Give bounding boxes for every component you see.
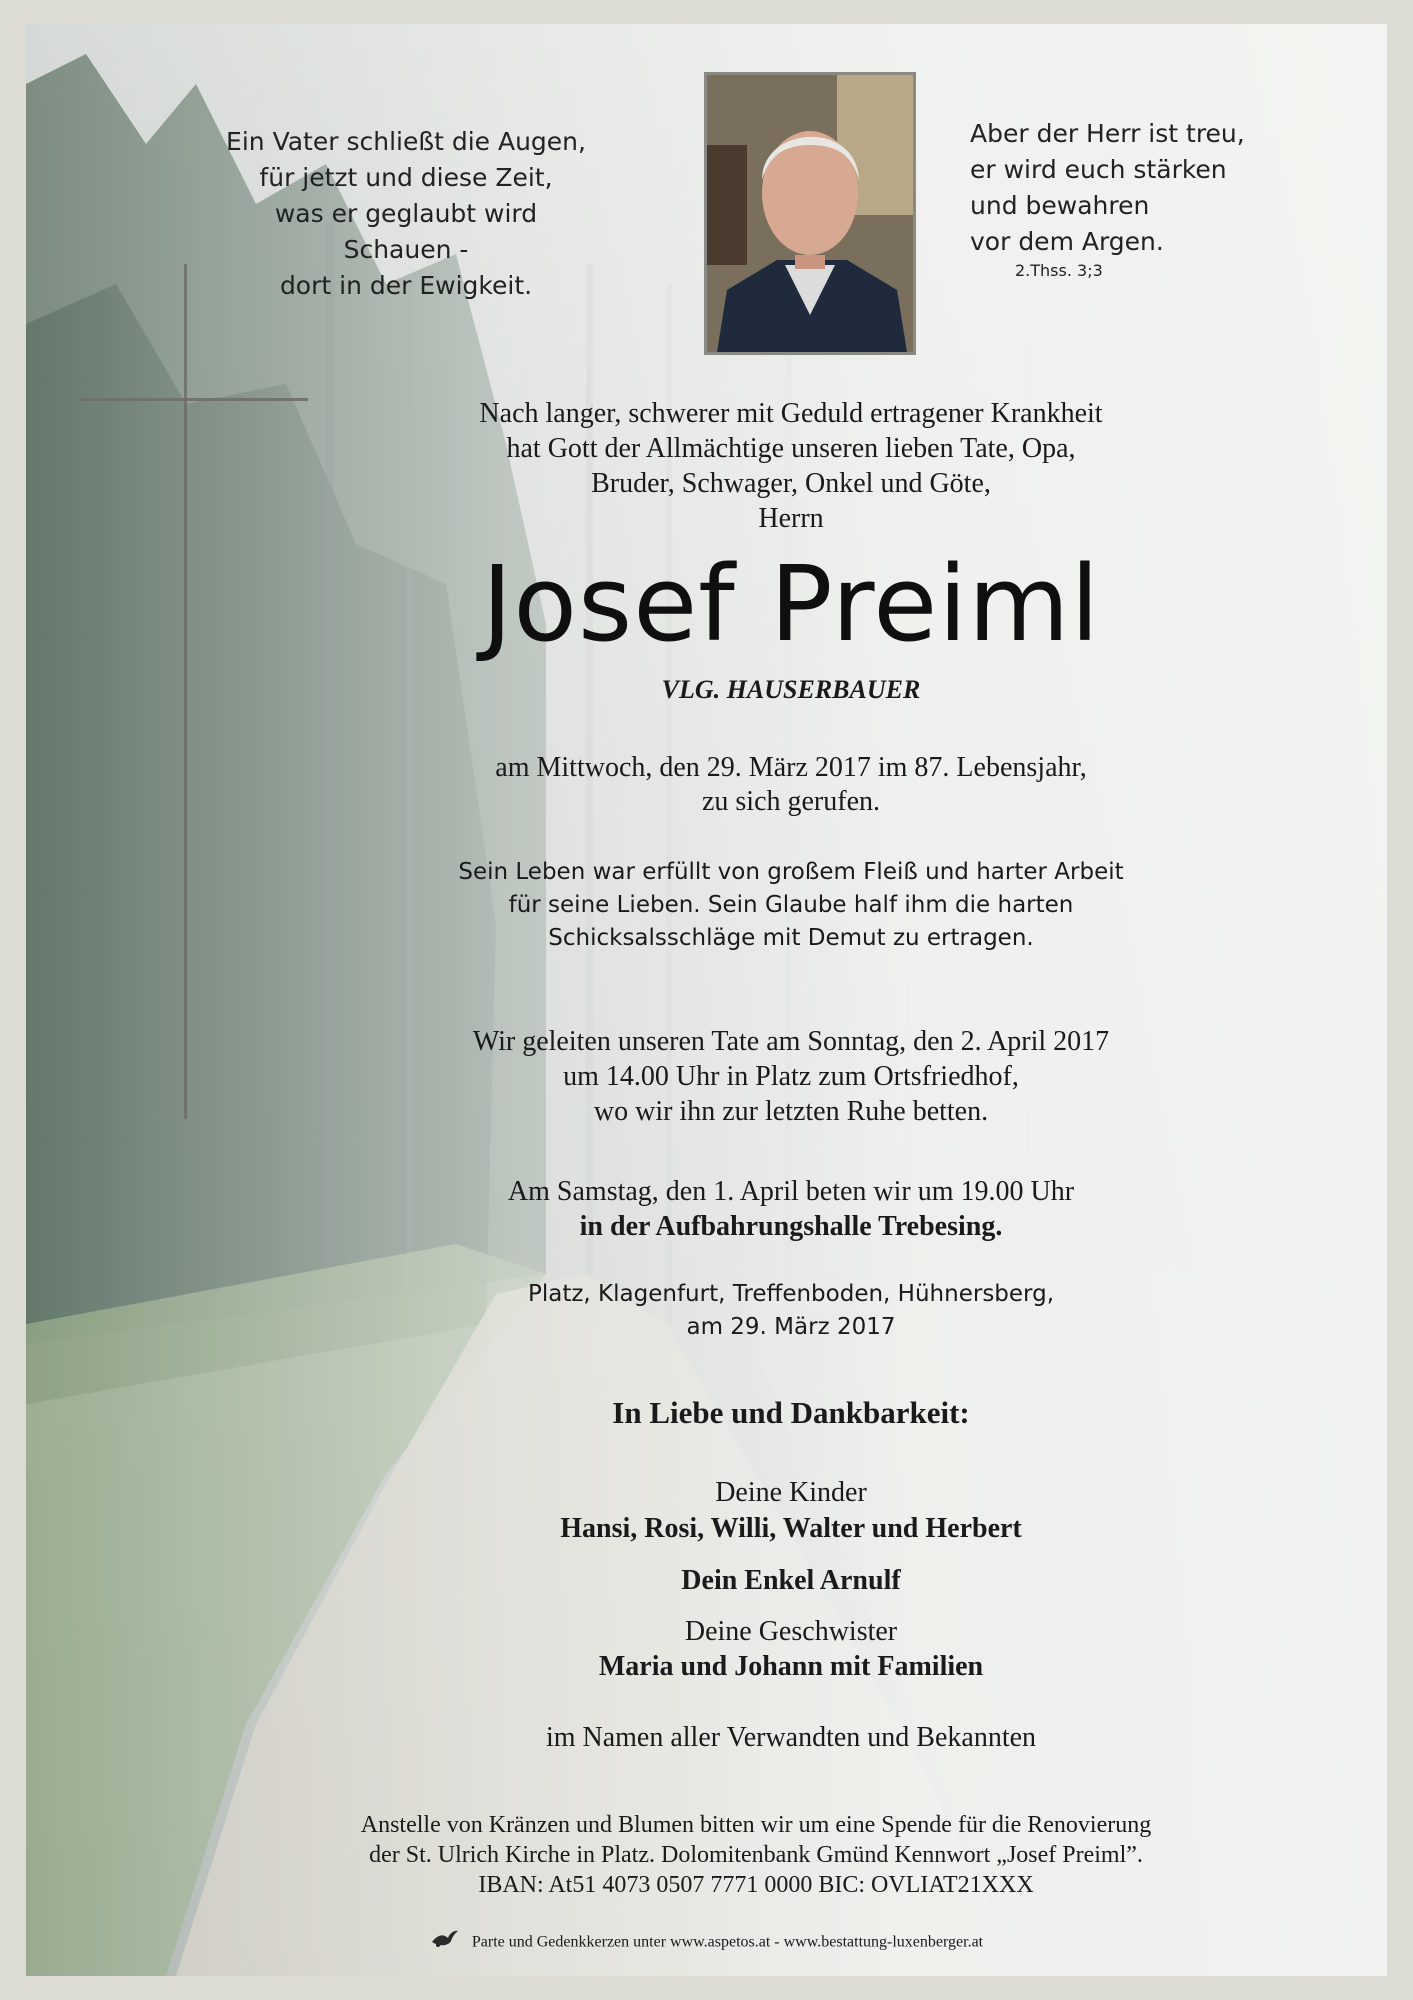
- place-line: Platz, Klagenfurt, Treffenboden, Hühnersberg,: [527, 1281, 1055, 1307]
- poem-right-line: er wird euch stärken: [970, 155, 1227, 184]
- life-line: Schicksalsschläge mit Demut zu ertragen.: [548, 925, 1034, 951]
- life-text: [206, 856, 1376, 955]
- grandchild-name: Dein Enkel Arnulf: [681, 1565, 901, 1596]
- donation-line: Anstelle von Kränzen und Blumen bitten wir um eine Spende für die Renovierung: [360, 1812, 1152, 1838]
- poem-right-line: und bewahren: [970, 191, 1150, 220]
- death-line: zu sich gerufen.: [701, 786, 881, 817]
- funeral-info: [206, 1024, 1376, 1129]
- prayer-location: in der Aufbahrungshalle Trebesing.: [579, 1211, 1003, 1242]
- date-line: am 29. März 2017: [686, 1314, 896, 1340]
- death-line: am Mittwoch, den 29. März 2017 im 87. Lebensjahr,: [495, 752, 1087, 783]
- children-label: Deine Kinder: [715, 1477, 867, 1508]
- intro-line: Bruder, Schwager, Onkel und Göte,: [591, 468, 991, 499]
- intro-line: Herrn: [758, 503, 824, 534]
- poem-right-reference: 2.Thss. 3;3: [1015, 261, 1103, 280]
- prayer-line: Am Samstag, den 1. April beten wir um 19.00 Uhr: [507, 1176, 1075, 1207]
- poem-right-line: vor dem Argen.: [970, 227, 1164, 256]
- intro-line: Nach langer, schwerer mit Geduld ertragener Krankheit: [479, 398, 1103, 429]
- place-date: [206, 1278, 1376, 1344]
- intro-text: [206, 396, 1376, 536]
- poem-left-line: Ein Vater schließt die Augen,: [226, 127, 586, 156]
- poem-left-line: für jetzt und diese Zeit,: [259, 163, 553, 192]
- siblings-names: Maria und Johann mit Familien: [598, 1651, 984, 1682]
- funeral-line: um 14.00 Uhr in Platz zum Ortsfriedhof,: [563, 1061, 1019, 1092]
- prayer-info: [206, 1174, 1376, 1244]
- death-notice: [206, 751, 1376, 819]
- relatives-line: im Namen aller Verwandten und Bekannten: [545, 1722, 1037, 1753]
- funeral-line: wo wir ihn zur letzten Ruhe betten.: [593, 1096, 989, 1127]
- portrait-image: [707, 75, 913, 352]
- intro-line: hat Gott der Allmächtige unseren lieben Tate, Opa,: [506, 433, 1076, 464]
- donation-line: der St. Ulrich Kirche in Platz. Dolomitenbank Gmünd Kennwort „Josef Preiml”.: [369, 1842, 1143, 1868]
- life-line: für seine Lieben. Sein Glaube half ihm die harten: [508, 892, 1074, 918]
- bird-logo-icon: [430, 1928, 460, 1957]
- poem-left: [226, 124, 586, 304]
- footer: [26, 1928, 1387, 1957]
- portrait-photo: [704, 72, 916, 355]
- children-names: Hansi, Rosi, Willi, Walter und Herbert: [560, 1513, 1022, 1544]
- deceased-name: Josef Preiml: [481, 543, 1101, 665]
- donation-request: [156, 1810, 1356, 1900]
- deceased-nickname: VLG. HAUSERBAUER: [661, 675, 921, 704]
- poem-right: [970, 116, 1300, 282]
- card-panel: [26, 24, 1387, 1976]
- thanks-heading: In Liebe und Dankbarkeit:: [612, 1395, 970, 1430]
- poem-left-line: was er geglaubt wird Schauen -: [274, 199, 538, 264]
- funeral-line: Wir geleiten unseren Tate am Sonntag, den 2. April 2017: [472, 1026, 1110, 1057]
- footer-text: Parte und Gedenkkerzen unter www.aspetos.at - www.bestattung-luxenberger.at: [471, 1933, 984, 1951]
- bank-details: IBAN: At51 4073 0507 7771 0000 BIC: OVLIAT21XXX: [478, 1872, 1034, 1898]
- poem-left-line: dort in der Ewigkeit.: [279, 271, 533, 300]
- poem-right-line: Aber der Herr ist treu,: [970, 119, 1245, 148]
- life-line: Sein Leben war erfüllt von großem Fleiß und harter Arbeit: [458, 859, 1124, 885]
- cross-vertical-bar: [184, 264, 187, 1119]
- siblings-label: Deine Geschwister: [684, 1616, 898, 1647]
